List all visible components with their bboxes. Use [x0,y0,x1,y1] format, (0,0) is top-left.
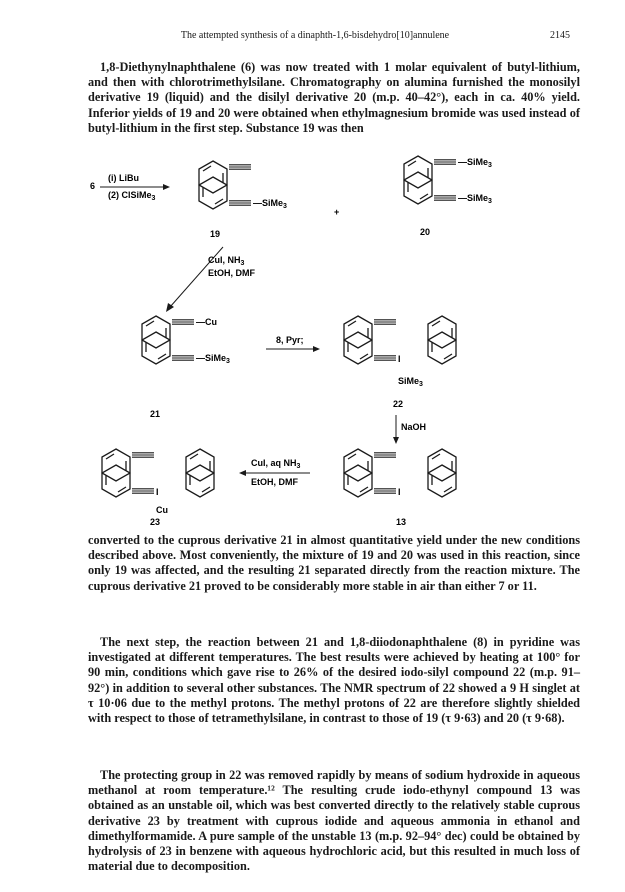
svg-text:—Cu: —Cu [196,317,217,327]
step4-reagent: NaOH [401,422,427,432]
step2-reagent-2: EtOH, DMF [208,268,255,278]
svg-text:SiMe3: SiMe$_3$ [398,376,423,388]
step1-arrow [90,173,170,202]
compound-label-19: 19 [210,229,221,239]
compound-label-22: 22 [393,399,404,409]
svg-text:—SiMe3: —SiMe$_3$ [253,198,287,210]
step1-reagent-a: (i) LiBu [108,173,139,183]
compound-label-23: 23 [150,517,161,527]
step3-arrow [266,335,320,352]
compound-label-20: 20 [420,227,431,237]
step4-arrow [393,415,426,444]
svg-text:—SiMe3: —SiMe$_3$ [458,193,492,205]
svg-text:I: I [398,354,401,364]
running-header [100,30,570,46]
paragraph-1: 1,8-Diethynylnaphthalene (6) was now treated with 1 molar equivalent of butyl-lithium, and then with chlorotrimethylsilane. Chromatography on alumina furnished the monosilyl derivative 19 (liquid) and the disilyl derivative 20 (m.p. 40–42°), each in ca. 40% yield. Inferior yields of 19 and 20 were obtained when ethylmagnesium bromide was used instead of butyl-lithium in the first step. Substance 19 was then [88,60,580,135]
running-title: The attempted synthesis of a dinaphth-1,6-bisdehydro[10]annulene [180,30,450,41]
step5-arrow [239,458,310,487]
compound-21 [142,316,230,365]
page-number: 2145 [550,30,570,41]
compound-label-21: 21 [150,409,161,419]
compound-label-6: 6 [90,181,96,191]
compound-19 [199,161,287,210]
step5-reagent-1: CuI, aq $NH_3$ [251,458,301,470]
step3-reagent: 8, Pyr; [276,335,304,345]
svg-text:I: I [398,487,401,497]
svg-text:—SiMe3: —SiMe$_3$ [458,157,492,169]
paragraph-2: converted to the cuprous derivative 21 in almost quantitative yield under the new conditions described above. Most conveniently, the mixture of 19 and 20 was used in this reaction, since only 19 was affected, and the resulting 21 separated directly from the reaction mixture. The cuprous derivative 21 proved to be considerably more stable in air than either 7 or 11. [88,533,580,593]
step2-reagent-1: CuI, $NH_3$ [208,255,245,267]
svg-text:I: I [156,487,159,497]
paragraph-3: The next step, the reaction between 21 and 1,8-diiodonaphthalene (8) in pyridine was investigated at different temperatures. The best results were achieved by heating at 100° for 90 min, conditions which gave rise to 26% of the desired iodo-silyl compound 22 (m.p. 91–92°) in addition to several other substances. The NMR spectrum of 22 showed a 9 H singlet at τ 10·06 due to the methyl protons. The methyl protons of 22 are therefore slightly shielded with respect to those of tetramethylsilane, in contrast to those of 19 (τ 9·63) and 20 (τ 9·68). [88,635,580,726]
step2-arrow [166,247,255,312]
svg-text:—SiMe3: —SiMe$_3$ [196,353,230,365]
plus-sign: + [334,207,340,217]
compound-22 [344,316,456,388]
compound-13 [344,449,456,497]
step5-reagent-2: EtOH, DMF [251,477,298,487]
step1-reagent-b: (2) ClSiMe$_3$ [108,190,156,202]
paragraph-4: The protecting group in 22 was removed rapidly by means of sodium hydroxide in aqueous methanol at room temperature.¹² The resulting crude iodo-ethynyl compound 13 was obtained as an unstable oil, which was best converted directly to the relatively stable cuprous derivative 23 by treatment with cuprous iodide and aqueous ammonia in ethanol and dimethylformamide. A pure sample of the unstable 13 (m.p. 92–94° dec) could be obtained by hydrolysis of 23 in benzene with aqueous hydrochloric acid, but this resulted in much loss of material due to decomposition. [88,768,580,874]
compound-label-13: 13 [396,517,407,527]
reaction-scheme [88,135,580,530]
compound-23 [102,449,214,515]
svg-text:Cu: Cu [156,505,168,515]
compound-20 [404,156,492,205]
